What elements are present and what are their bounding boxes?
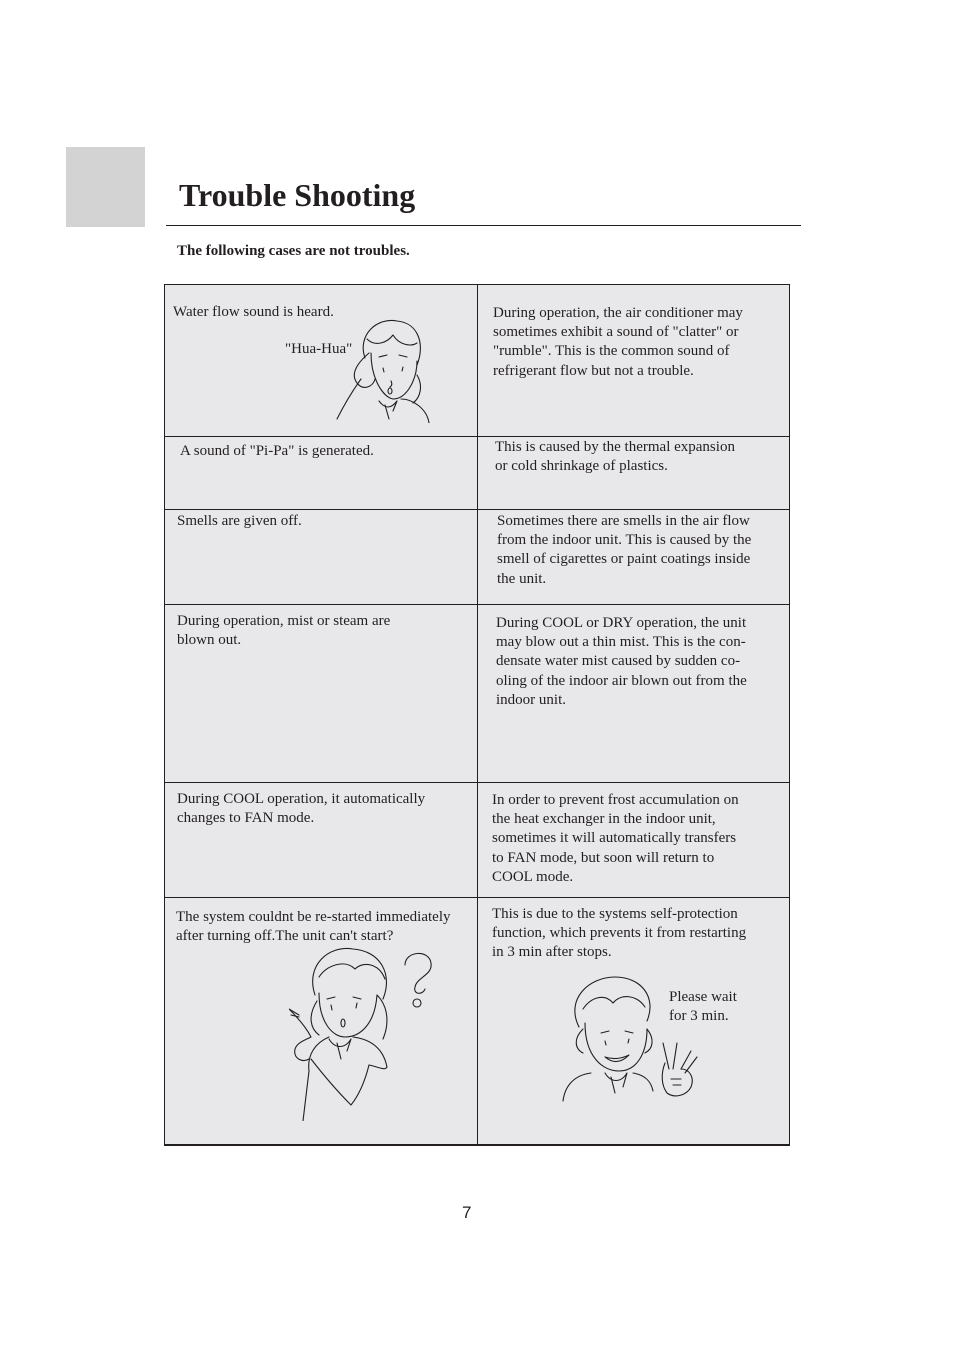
page-number: 7 xyxy=(462,1203,472,1222)
sound-label-hua-hua: "Hua-Hua" xyxy=(285,341,353,357)
symptom-water-flow: Water flow sound is heard. xyxy=(173,304,334,320)
smiling-person-icon xyxy=(561,973,705,1103)
section-tab-block xyxy=(66,147,145,227)
row-divider xyxy=(165,782,789,783)
confused-person-icon xyxy=(289,945,437,1121)
row-divider xyxy=(165,509,789,510)
symptom-restart: The system couldnt be re-started immediately after turning off.The unit can't start? xyxy=(176,909,451,945)
page-subtitle: The following cases are not troubles. xyxy=(177,243,410,259)
symptom-pi-pa: A sound of "Pi-Pa" is generated. xyxy=(180,443,374,459)
explanation-pi-pa: This is caused by the thermal expansion or cold shrinkage of plastics. xyxy=(495,439,735,475)
row-divider xyxy=(165,436,789,437)
explanation-water-flow: During operation, the air conditioner may sometimes exhibit a sound of "clatter" or "rumble". This is the common sound of refrigerant flow but not a trouble. xyxy=(493,305,743,379)
row-divider xyxy=(165,604,789,605)
symptom-mist: During operation, mist or steam are blown out. xyxy=(177,613,391,649)
trouble-table xyxy=(164,284,790,1146)
listening-person-icon xyxy=(333,313,433,423)
explanation-smells: Sometimes there are smells in the air flow from the indoor unit. This is caused by the smell of cigarettes or paint coatings inside the unit. xyxy=(497,513,752,587)
explanation-restart: This is due to the systems self-protection function, which prevents it from restarting in 3 min after stops. xyxy=(492,906,747,961)
symptom-fan-mode: During COOL operation, it automatically changes to FAN mode. xyxy=(177,791,426,827)
explanation-fan-mode: In order to prevent frost accumulation on the heat exchanger in the indoor unit, sometimes it will automatically transfers to FAN mode, but soon will return to COOL mode. xyxy=(492,792,739,885)
row-divider xyxy=(165,897,789,898)
explanation-mist: During COOL or DRY operation, the unit may blow out a thin mist. This is the con- densate water mist caused by sudden co- oling of the indoor air blown out from the indoor unit. xyxy=(496,615,747,708)
column-divider xyxy=(477,285,478,1144)
title-divider xyxy=(166,225,801,226)
page-title: Trouble Shooting xyxy=(179,177,416,213)
symptom-smells: Smells are given off. xyxy=(177,513,302,529)
please-wait-callout: Please wait for 3 min. xyxy=(669,989,737,1025)
